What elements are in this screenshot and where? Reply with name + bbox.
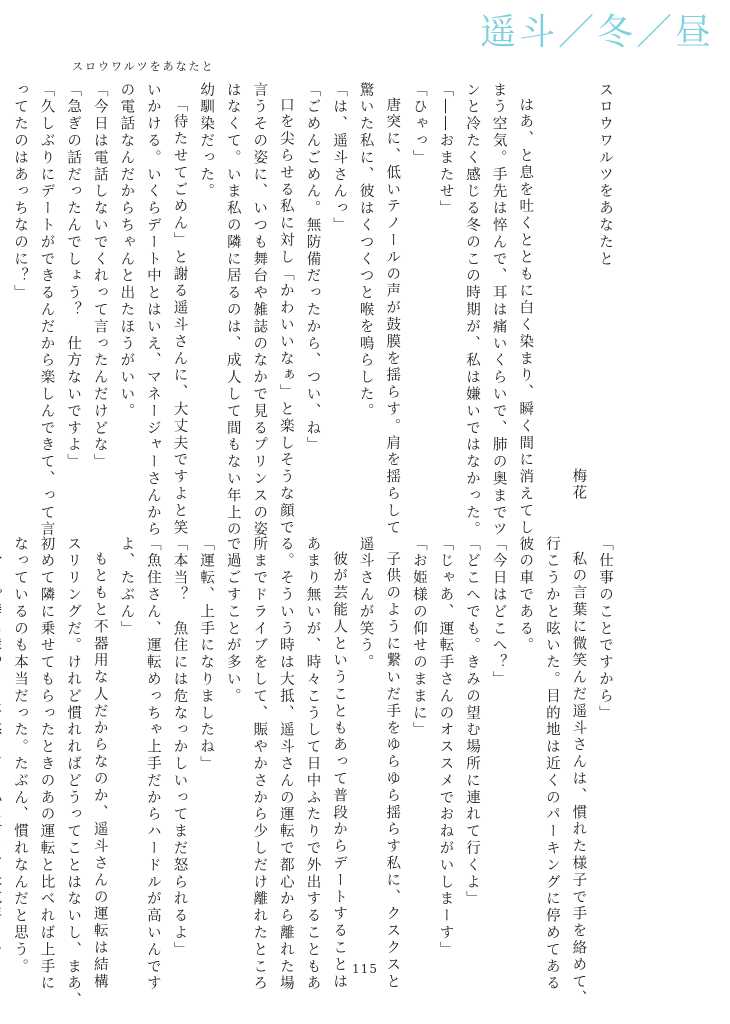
body-line: はなくて。いま私の隣に居るのは、成人して間もない年上の — [224, 82, 241, 539]
dialogue-line: 「仕事のことですから」 — [597, 536, 613, 722]
dialogue-line: 「今日はどこへ？」 — [490, 536, 507, 689]
body-line: なっているのも本当だった。たぶん、慣れなんだと思う。 — [11, 536, 28, 976]
running-head: スロウワルツをあなたと — [72, 60, 215, 73]
body-line — [0, 536, 6, 958]
body-line: 遥斗さんが笑う。 — [357, 536, 374, 672]
body-line: まう空気。手先は悴んで、耳は痛いくらいで、肺の奥までツ — [490, 82, 507, 539]
body-line: 子供のように繋いだ手をゆらゆら揺らす私に、クスクスと — [384, 550, 401, 990]
dialogue-line: 「本当？ 魚住には危なっかしいってまだ怒られるよ」 — [171, 536, 188, 959]
body-line: で過ごすことが多い。 — [224, 536, 241, 705]
body-line: 行こうかと呟いた。目的地は近くのパーキングに停めてある — [543, 536, 560, 993]
dialogue-line: 「は、遥斗さんっ」 — [331, 82, 348, 235]
dialogue-line: よ、たぶん」 — [118, 536, 135, 638]
dialogue-line: 「急ぎの話だったんでしょう？ 仕方ないですよ」 — [65, 82, 82, 471]
dialogue-line: 「どこへでも。きみの望む場所に連れて行くよ」 — [464, 536, 481, 908]
body-line: 私の言葉に微笑んだ遥斗さんは、慣れた様子で手を絡めて、 — [570, 550, 587, 1007]
body-line: 初めて隣に乗せてもらったときのあの運転と比べれば上手に — [38, 536, 55, 993]
body-line: 唐突に、低いテノールの声が鼓膜を揺らす。肩を揺らして — [384, 96, 401, 536]
chapter-title: 遥斗／冬／昼 — [479, 12, 714, 53]
dialogue-line: 「じゃあ、運転手さんのオススメでおねがいしまーす」 — [437, 536, 454, 959]
dialogue-line: 「運転、上手になりましたね」 — [198, 536, 215, 773]
text-tier-top — [11, 82, 618, 539]
body-line: いかける。いくらデート中とはいえ、マネージャーさんから — [144, 82, 161, 539]
body-line: 幼馴染だった。 — [198, 82, 215, 201]
body-line: はあ、と息を吐くとともに白く染まり、瞬く間に消えてし — [517, 96, 534, 536]
dialogue-line: 「ひゃっ」 — [410, 82, 427, 167]
dialogue-line: 「今日は電話しないでくれって言ったんだけどな」 — [91, 82, 108, 471]
body-line: 「待たせてごめん」と謝る遥斗さんに、大丈夫ですよと笑 — [171, 96, 188, 536]
story-title: スロウワルツをあなたと — [597, 82, 613, 268]
body-line: もともと不器用な人だからなのか、遥斗さんの運転は結構 — [91, 550, 108, 990]
body-line: 言うその姿に、いつも舞台や雑誌のなかで見るプリンスの姿 — [251, 82, 268, 539]
body-line: る。そういう時は大抵、遥斗さんの運転で都心から離れた場 — [277, 536, 294, 993]
body-line: 彼の車である。 — [517, 536, 534, 655]
dialogue-line: 「ごめんごめん。無防備だったから、つい、ね」 — [304, 82, 321, 454]
dialogue-line: ってたのはあっちなのに？」 — [11, 82, 28, 302]
dialogue-line: 「久しぶりにデートができるんだから楽しんできて、って言 — [38, 82, 55, 539]
body-line: 所までドライブをして、賑やかさから少しだけ離れたところ — [251, 536, 268, 993]
blank-line — [538, 82, 565, 506]
body-line: 彼が芸能人ということもあって普段からデートすることは — [331, 550, 348, 990]
body-line: 口を尖らせる私に対し「かわいいなぁ」と楽しそうな顔で — [277, 96, 294, 536]
body-line: あまり無いが、時々こうして日中ふたりで外出することもあ — [304, 536, 321, 993]
body-line: ンと冷たく感じる冬のこの時期が、私は嫌いではなかった。 — [464, 82, 481, 539]
body-line: スリリングだ。けれど慣れればどうってことはないし、まあ、 — [65, 536, 82, 1010]
body-line: 驚いた私に、彼はくつくつと喉を鳴らした。 — [357, 82, 374, 420]
page-number: 115 — [352, 962, 378, 976]
story-author: 梅花 — [570, 468, 587, 502]
body-line: の電話なんだからちゃんと出たほうがいい。 — [118, 82, 135, 420]
dialogue-line: 「――おまたせ」 — [437, 82, 454, 218]
dialogue-line: 「お姫様の仰せのままに」 — [410, 536, 427, 739]
dialogue-line: 「魚住さん、運転めっちゃ上手だからハードルが高いんです — [144, 536, 161, 993]
